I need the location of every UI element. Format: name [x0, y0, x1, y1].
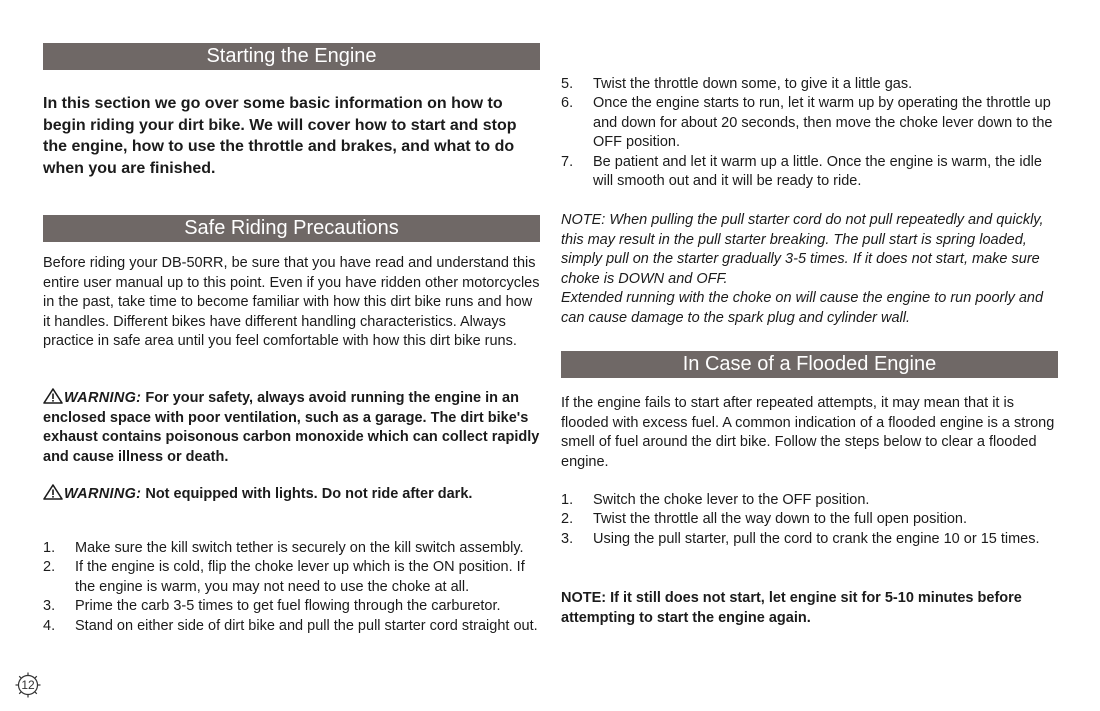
- step-number: 4.: [43, 617, 56, 634]
- list-item: [43, 539, 540, 558]
- flooded-steps-list: [561, 491, 1058, 549]
- intro-paragraph: In this section we go over some basic information on how to begin riding your dirt bike. We will cover how to start and stop the engine, how to use the throttle and brakes, and what to do when you are finished.: [43, 95, 517, 178]
- step-text: Once the engine starts to run, let it warm up by operating the throttle up and down for about 20 seconds, then move the choke lever down to the OFF position.: [593, 95, 1053, 151]
- section-header-flooded: In Case of a Flooded Engine: [561, 351, 1058, 378]
- step-number: 7.: [561, 153, 574, 170]
- page-number-badge: [14, 671, 42, 699]
- step-number: 5.: [561, 76, 574, 92]
- list-item: [561, 153, 1058, 192]
- step-number: 3.: [43, 598, 56, 615]
- warning-label: WARNING:: [64, 486, 142, 502]
- page-number: 12: [21, 678, 35, 692]
- list-item: [43, 558, 540, 597]
- step-number: 1.: [43, 540, 56, 556]
- list-item: [43, 617, 540, 636]
- step-text: Prime the carb 3-5 times to get fuel flowing through the carburetor.: [75, 598, 501, 615]
- step-text: Switch the choke lever to the OFF position.: [593, 492, 870, 508]
- step-text: If the engine is cold, flip the choke lever up which is the ON position. If the engine is warm, you may not need to use the choke at all.: [75, 559, 525, 595]
- list-item: [561, 530, 1058, 549]
- list-item: [561, 75, 1058, 94]
- warning-triangle-icon: [43, 484, 63, 500]
- flooded-paragraph: If the engine fails to start after repeated attempts, it may mean that it is flooded with excess fuel. A common indication of a flooded engine is a strong smell of fuel around the dirt bike. Follow the steps below to clear a flooded engine.: [561, 395, 1055, 470]
- pull-starter-note: NOTE: When pulling the pull starter cord do not pull repeatedly and quickly, this may result in the pull starter breaking. The pull start is spring loaded, simply pull on the starter gradually 3-5 times. If it does not start, make sure choke is DOWN and OFF.: [561, 212, 1044, 287]
- step-text: Stand on either side of dirt bike and pull the pull starter cord straight out.: [75, 617, 538, 634]
- choke-note: Extended running with the choke on will cause the engine to run poorly and can cause damage to the spark plug and cylinder wall.: [561, 290, 1044, 326]
- step-text: Twist the throttle down some, to give it a little gas.: [593, 76, 913, 92]
- warning-text: Not equipped with lights. Do not ride after dark.: [145, 486, 473, 502]
- list-item: [561, 491, 1058, 510]
- section-header-safe-riding: Safe Riding Precautions: [43, 215, 540, 242]
- list-item: [43, 597, 540, 616]
- step-number: 1.: [561, 492, 574, 508]
- step-text: Twist the throttle all the way down to the full open position.: [593, 511, 967, 528]
- step-text: Make sure the kill switch tether is securely on the kill switch assembly.: [75, 540, 524, 556]
- flooded-note: NOTE: If it still does not start, let engine sit for 5-10 minutes before attempting to start the engine again.: [561, 590, 1022, 626]
- section-header-starting: Starting the Engine: [43, 43, 540, 70]
- step-number: 6.: [561, 95, 574, 112]
- list-item: [561, 94, 1058, 152]
- warning-label: WARNING:: [64, 390, 142, 406]
- step-number: 2.: [561, 511, 574, 528]
- warning-text: For your safety, always avoid running the engine in an enclosed space with poor ventilation, such as a garage. The dirt bike's exhaust contains poisonous carbon monoxide which can collect rapidly and cause illness or death.: [43, 390, 540, 465]
- step-number: 2.: [43, 559, 56, 576]
- safe-riding-paragraph: Before riding your DB-50RR, be sure that you have read and understand this entire user manual up to this point. Even if you have ridden other motorcycles in the past, take time to become familiar with how this dirt bike runs and how it handles. Different bikes have different handling characteristics. Always practice in safe area until you feel comfortable with how this dirt bike runs.: [43, 255, 540, 350]
- list-item: [561, 510, 1058, 529]
- step-number: 3.: [561, 530, 574, 547]
- step-text: Be patient and let it warm up a little. Once the engine is warm, the idle will smooth out and it will be ready to ride.: [593, 153, 1042, 190]
- starting-steps-list: [43, 539, 540, 636]
- starting-steps-continued-list: [561, 75, 1058, 191]
- warning-lights: [43, 484, 540, 505]
- warning-triangle-icon: [43, 388, 63, 404]
- step-text: Using the pull starter, pull the cord to crank the engine 10 or 15 times.: [593, 530, 1040, 547]
- warning-ventilation: [43, 388, 540, 467]
